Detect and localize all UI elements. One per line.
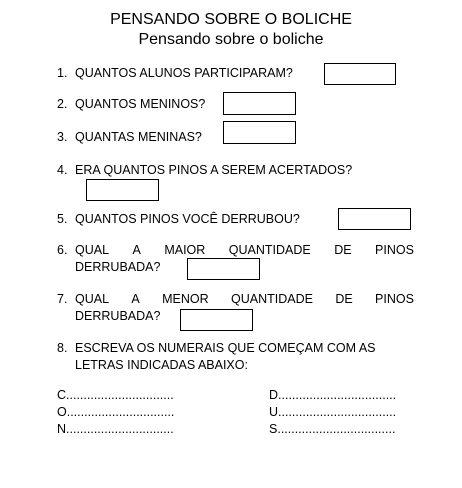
answer-dots: ............................... [66, 405, 175, 419]
question-number: 7. [57, 292, 68, 306]
letter-label: C [57, 388, 67, 402]
question-number: 8. [57, 341, 68, 355]
question-text-line1 [75, 242, 414, 259]
word: MAIOR [164, 243, 206, 257]
page-title: PENSANDO SOBRE O BOLICHE [110, 11, 352, 28]
word: DE [335, 292, 353, 306]
answer-dots: ............................... [66, 422, 174, 436]
letter-line-d[interactable] [269, 387, 396, 404]
question-text-line1 [75, 291, 414, 308]
word: A [132, 243, 141, 257]
question-number: 6. [57, 243, 68, 257]
answer-box-2[interactable] [223, 92, 296, 115]
word: MENOR [162, 292, 209, 306]
letter-line-o[interactable] [57, 404, 174, 421]
word: PINOS [375, 292, 414, 306]
answer-dots: ............................... [66, 388, 174, 402]
answer-box-5[interactable] [338, 208, 411, 230]
answer-dots: .................................. [278, 388, 397, 402]
word: QUANTIDADE [228, 243, 311, 257]
question-8 [0, 340, 462, 374]
question-text-line2: DERRUBADA? [75, 260, 161, 274]
answer-box-1[interactable] [324, 63, 396, 85]
answer-dots: .................................. [278, 405, 397, 419]
question-text: QUANTOS PINOS VOCÊ DERRUBOU? [75, 212, 300, 226]
letter-line-u[interactable] [269, 404, 396, 421]
question-text: QUANTOS ALUNOS PARTICIPARAM? [75, 66, 293, 80]
word: PINOS [375, 243, 414, 257]
letter-line-n[interactable] [57, 421, 174, 438]
answer-box-6[interactable] [187, 258, 260, 280]
question-number: 5. [57, 212, 68, 226]
letter-line-c[interactable] [57, 387, 174, 404]
letter-label: N [57, 422, 67, 436]
question-text-line2: DERRUBADA? [75, 309, 161, 323]
answer-box-7[interactable] [180, 309, 253, 331]
question-number: 3. [57, 130, 68, 144]
word: QUANTIDADE [231, 292, 313, 306]
letter-label: O [57, 405, 67, 419]
question-text-line1: ESCREVA OS NUMERAIS QUE COMEÇAM COM AS [75, 341, 376, 355]
answer-dots: .................................. [277, 422, 396, 436]
word: DE [334, 243, 352, 257]
answer-box-4[interactable] [86, 179, 159, 201]
letter-label: D [269, 388, 279, 402]
letter-line-s[interactable] [269, 421, 395, 438]
letter-label: S [269, 422, 278, 436]
question-number: 2. [57, 97, 68, 111]
question-text: QUANTAS MENINAS? [75, 130, 202, 144]
question-number: 1. [57, 66, 68, 80]
question-number: 4. [57, 163, 68, 177]
question-text-line2: LETRAS INDICADAS ABAIXO: [75, 358, 248, 372]
question-text: ERA QUANTOS PINOS A SEREM ACERTADOS? [75, 163, 353, 177]
page-subtitle: Pensando sobre o boliche [138, 31, 324, 48]
word: QUAL [75, 243, 110, 257]
letter-label: U [269, 405, 279, 419]
question-text: QUANTOS MENINOS? [75, 97, 206, 111]
word: QUAL [75, 292, 110, 306]
word: A [131, 292, 140, 306]
answer-box-3[interactable] [223, 121, 296, 144]
